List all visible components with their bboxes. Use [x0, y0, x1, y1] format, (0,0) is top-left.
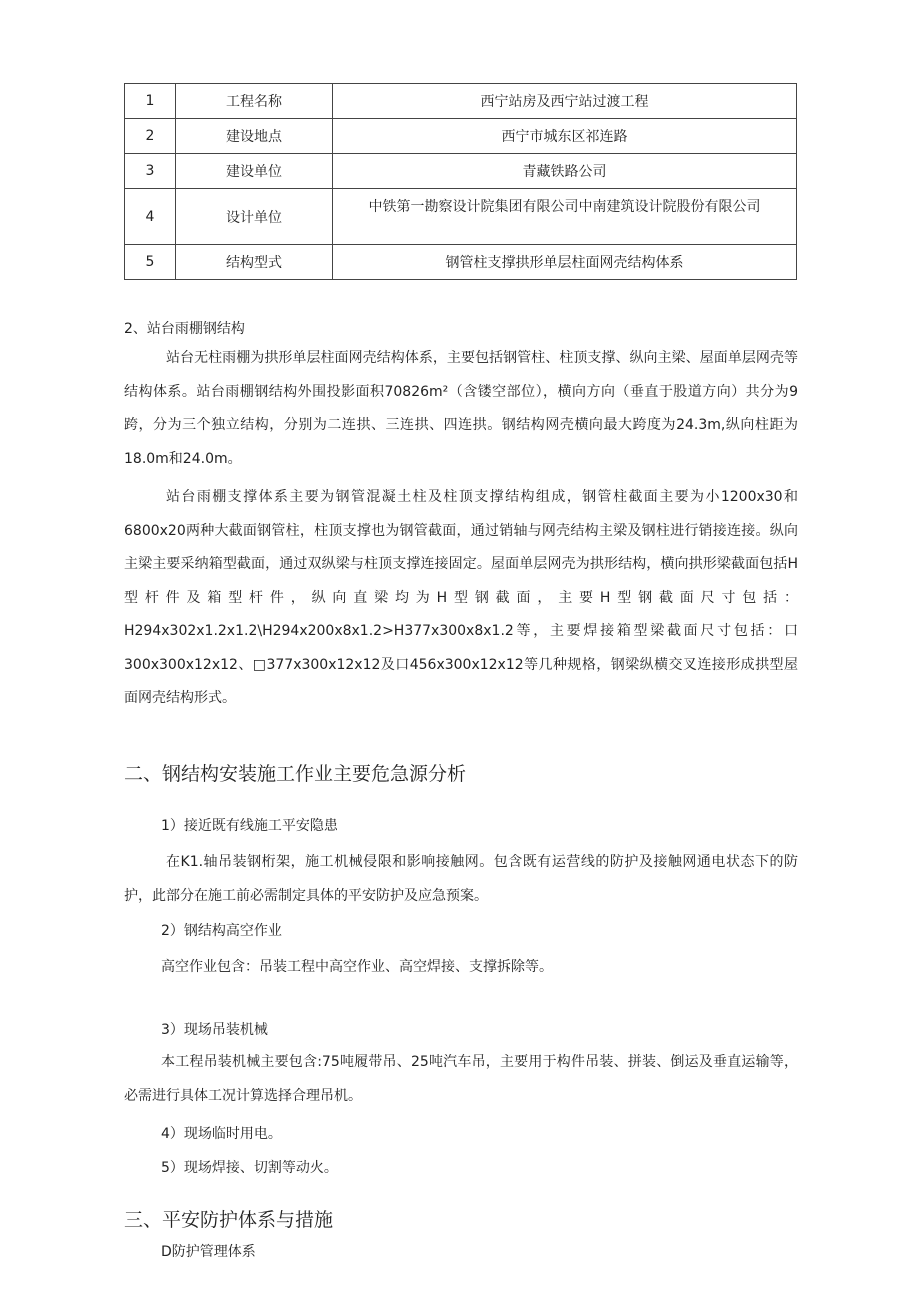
project-info-table: [124, 83, 797, 280]
list-item-title: 5）现场焊接、切割等动火。: [161, 1160, 338, 1176]
row-number: 2: [125, 119, 176, 154]
list-item-title: D防护管理体系: [161, 1244, 256, 1260]
table-row: [125, 154, 797, 189]
paragraph: 高空作业包含：吊装工程中高空作业、高空焊接、支撑拆除等。: [161, 959, 553, 975]
table-row: [125, 119, 797, 154]
row-label: 结构型式: [176, 245, 333, 280]
list-item-title: 4）现场临时用电。: [161, 1126, 282, 1142]
chapter-heading: 三、平安防护体系与措施: [124, 1209, 334, 1231]
row-value: 青藏铁路公司: [333, 154, 797, 189]
list-item-title: 1）接近既有线施工平安隐患: [161, 818, 338, 834]
table-row: [125, 245, 797, 280]
paragraph: 本工程吊装机械主要包含:75吨履带吊、25吨汽车吊，主要用于构件吊装、拼装、倒运及垂直运输等，必需进行具体工况计算选择合理吊机。: [124, 1054, 798, 1104]
table-row: [125, 84, 797, 119]
row-number: 5: [125, 245, 176, 280]
row-label: 工程名称: [176, 84, 333, 119]
row-value: 钢管柱支撑拱形单层柱面网壳结构体系: [333, 245, 797, 280]
row-number: 3: [125, 154, 176, 189]
row-label: 建设地点: [176, 119, 333, 154]
paragraph: 站台无柱雨棚为拱形单层柱面网壳结构体系，主要包括钢管柱、柱顶支撑、纵向主梁、屋面单层网壳等结构体系。站台雨棚钢结构外围投影面积70826m²（含镂空部位），横向方向（垂直于股道方向）共分为9跨，分为三个独立结构，分别为二连拱、三连拱、四连拱。钢结构网壳横向最大跨度为24.3m,纵向柱距为18.0m和24.0m。: [124, 350, 798, 467]
row-label: 设计单位: [176, 189, 333, 245]
chapter-heading: 二、钢结构安装施工作业主要危急源分析: [124, 763, 467, 785]
list-item-title: 3）现场吊装机械: [161, 1022, 268, 1038]
row-number: 1: [125, 84, 176, 119]
paragraph: 站台雨棚支撑体系主要为钢管混凝土柱及柱顶支撑结构组成，钢管柱截面主要为小1200x30和6800x20两种大截面钢管柱，柱顶支撑也为钢管截面，通过销轴与网壳结构主梁及钢柱进行销接连接。纵向主梁主要采纳箱型截面，通过双纵梁与柱顶支撑连接固定。屋面单层网壳为拱形结构，横向拱形梁截面包括H型杆件及箱型杆件，纵向直梁均为H型钢截面，主要H型钢截面尺寸包括：H294x302x1.2x1.2\H294x200x8x1.2>H377x300x8x1.2等，主要焊接箱型梁截面尺寸包括：口300x300x12x12、□377x300x12x12及口456x300x12x12等几种规格，钢梁纵横交叉连接形成拱型屋面网壳结构形式。: [124, 489, 798, 706]
row-value: 中铁第一勘察设计院集团有限公司中南建筑设计院股份有限公司: [333, 189, 797, 245]
row-value: 西宁市城东区祁连路: [333, 119, 797, 154]
row-value: 西宁站房及西宁站过渡工程: [333, 84, 797, 119]
paragraph: 在K1.轴吊装钢桁架，施工机械侵限和影响接触网。包含既有运营线的防护及接触网通电状态下的防护，此部分在施工前必需制定具体的平安防护及应急预案。: [124, 854, 798, 904]
row-label: 建设单位: [176, 154, 333, 189]
row-number: 4: [125, 189, 176, 245]
table-row: [125, 189, 797, 245]
list-item-title: 2）钢结构高空作业: [161, 923, 282, 939]
section-heading: 2、站台雨棚钢结构: [124, 321, 245, 337]
